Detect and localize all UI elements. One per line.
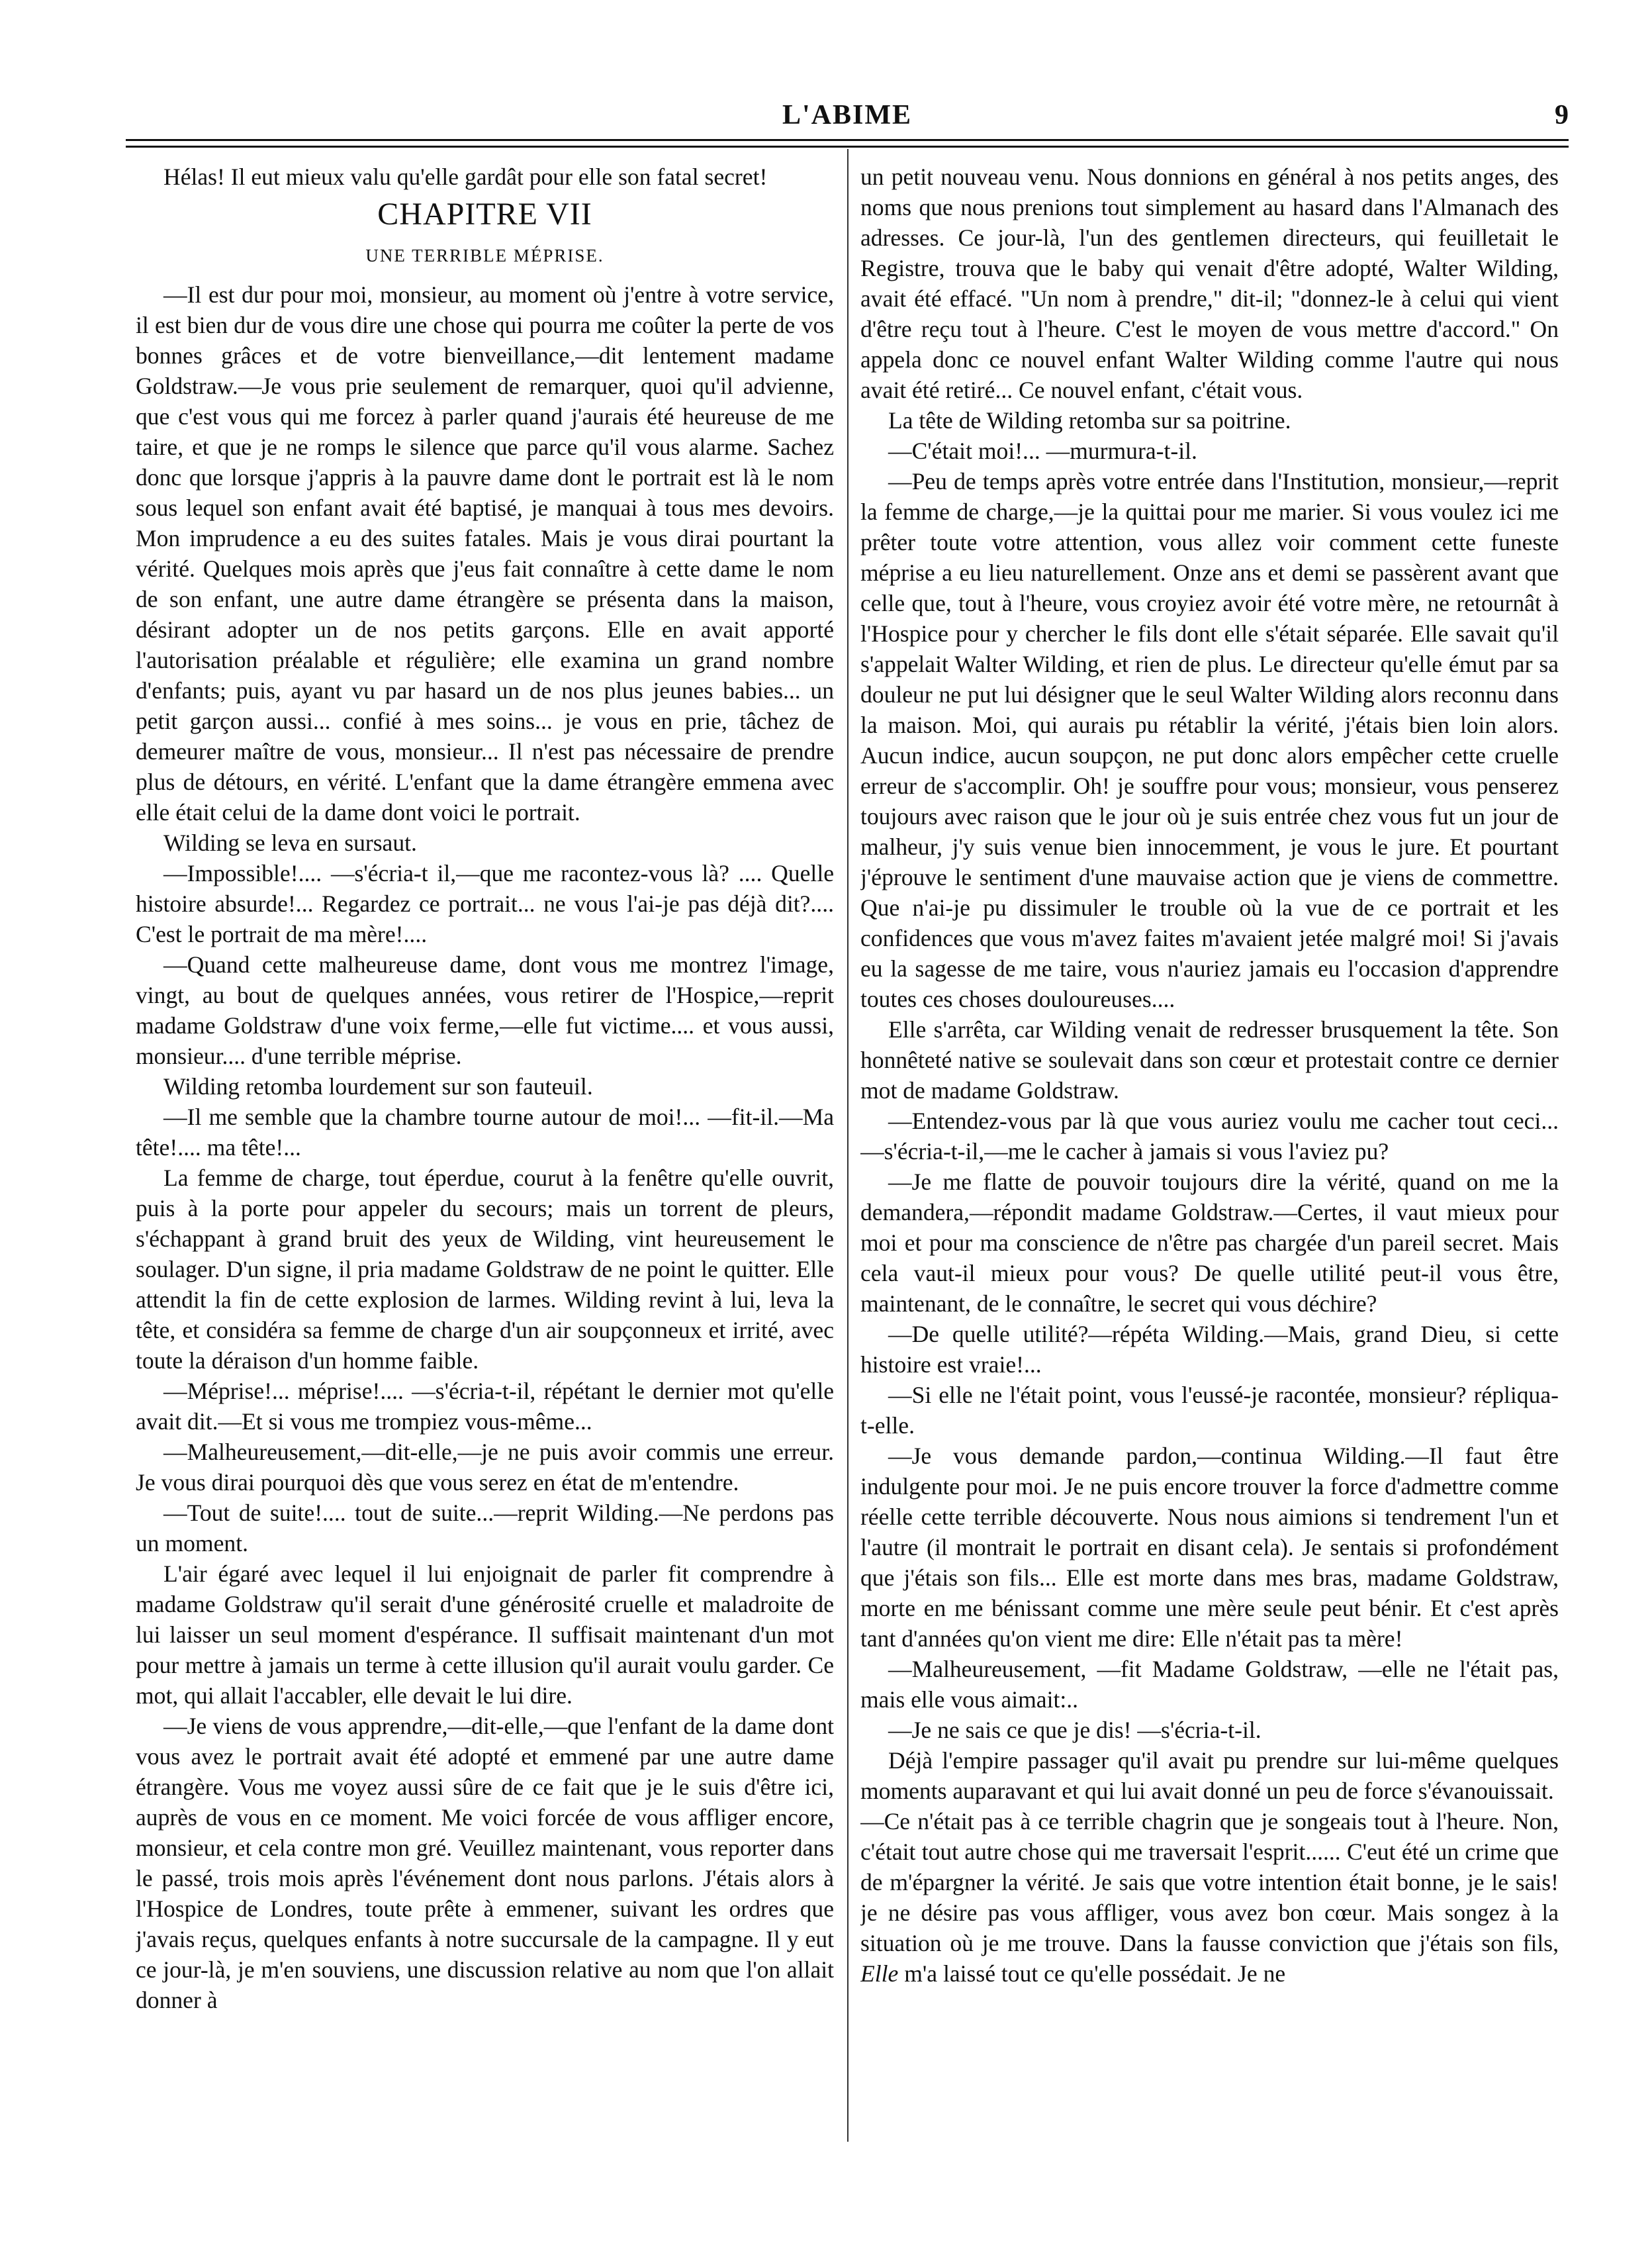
paragraph: —Malheureusement,—dit-elle,—je ne puis avoir commis une erreur. Je vous dirai pourquoi dès que vous serez en état de m'entendre. [136, 1439, 834, 1496]
page-number: 9 [1555, 100, 1569, 130]
header-rule-top [126, 139, 1569, 141]
paragraph: —C'était moi!... —murmura-t-il. [888, 438, 1197, 464]
paragraph: —Peu de temps après votre entrée dans l'Institution, monsieur,—reprit la femme de charge,—je la quittai pour me marier. Si vous voulez ici me prêter toute votre attention, vous allez voir comment cette funeste méprise a eu lieu naturellement. Onze ans et demi se passèrent avant que celle que, tout à l'heure, vous croyiez avoir été votre mère, ne retournât à l'Hospice pour y chercher le fils dont elle s'était séparée. Elle savait qu'il s'appelait Walter Wilding, et rien de plus. Le directeur qu'elle émut par sa douleur ne put lui désigner que le seul Walter Wilding alors reconnu dans la maison. Moi, qui aurais pu rétablir la vérité, j'étais bien loin alors. Aucun indice, aucun soupçon, ne put donc alors empêcher cette cruelle erreur de s'accomplir. Oh! je souffre pour vous; monsieur, vous penserez toujours avec raison que le jour où je suis entrée chez vous fut un jour de malheur, j'y suis venue bien innocemment, je vous le jure. Et pourtant j'éprouve le sentiment d'une mauvaise action que je viens de commettre. Que n'ai-je pu dissimuler le trouble où la vue de ce portrait et les confidences que vous m'avez faites m'avaient jetée malgré moi! Si j'avais eu la sagesse de me taire, vous n'auriez jamais eu l'occasion d'apprendre toutes ces choses douloureuses.... [860, 468, 1559, 1012]
paragraph: Wilding retomba lourdement sur son fauteuil. [163, 1073, 593, 1100]
paragraph: —De quelle utilité?—répéta Wilding.—Mais, grand Dieu, si cette histoire est vraie!... [860, 1321, 1559, 1378]
paragraph: L'air égaré avec lequel il lui enjoignait de parler fit comprendre à madame Goldstraw qu'il serait d'une générosité cruelle et maladroite de lui laisser un seul moment d'espérance. Il suffisait maintenant d'un mot pour mettre à jamais un terme à cette illusion qu'il aurait voulu garder. Ce mot, qui allait l'accabler, elle devait le lui dire. [136, 1560, 834, 1709]
page-header [126, 99, 1569, 139]
paragraph: La tête de Wilding retomba sur sa poitrine. [888, 407, 1291, 434]
paragraph: Wilding se leva en sursaut. [163, 830, 417, 856]
paragraph: —Quand cette malheureuse dame, dont vous me montrez l'image, vingt, au bout de quelques années, vous retirer de l'Hospice,—reprit madame Goldstraw d'une voix ferme,—elle fut victime.... et vous aussi, monsieur.... d'une terrible méprise. [136, 951, 834, 1069]
paragraph: —Je viens de vous apprendre,—dit-elle,—que l'enfant de la dame dont vous avez le portrait avait été adopté et emmené par une autre dame étrangère. Vous me voyez aussi sûre de ce fait que je le suis d'être ici, auprès de vous en ce moment. Me voici forcée de vous affliger encore, monsieur, et cela contre mon gré. Veuillez maintenant, vous reporter dans le passé, trois mois après l'événement dont nous parlons. J'étais alors à l'Hospice de Londres, toute prête à emmener, suivant les ordres que j'avais reçus, quelques enfants à notre succursale de la campagne. Il y eut ce jour-là, je m'en souviens, une discussion relative au nom que l'on allait donner à [136, 1713, 834, 2013]
paragraph: La femme de charge, tout éperdue, courut à la fenêtre qu'elle ouvrit, puis à la porte pour appeler du secours; mais un torrent de pleurs, s'échappant à grand bruit des yeux de Wilding, vint heureusement le soulager. D'un signe, il pria madame Goldstraw de ne point le quitter. Elle attendit la fin de cette explosion de larmes. Wilding revint à lui, leva la tête, et considéra sa femme de charge d'un air soupçonneux et irrité, avec toute la déraison d'un homme faible. [136, 1165, 834, 1374]
paragraph: —Je ne sais ce que je dis! —s'écria-t-il. [888, 1717, 1262, 1743]
paragraph: —Je vous demande pardon,—continua Wilding.—Il faut être indulgente pour moi. Je ne puis encore trouver la force d'admettre comme réelle cette terrible découverte. Nous nous aimions si tendrement l'un et l'autre (il montrait le portrait en disant cela). Je sentais si profondément que j'étais son fils... Elle est morte dans mes bras, madame Goldstraw, morte en me bénissant comme une mère seule peut bénir. Et c'est après tant d'années qu'on vient me dire: Elle n'était pas ta mère! [860, 1443, 1559, 1652]
paragraph: —Méprise!... méprise!.... —s'écria-t-il, répétant le dernier mot qu'elle avait dit.—Et si vous me trompiez vous-même... [136, 1378, 834, 1435]
paragraph: —Entendez-vous par là que vous auriez voulu me cacher tout ceci... —s'écria-t-il,—me le cacher à jamais si vous l'aviez pu? [860, 1108, 1559, 1165]
left-column [136, 162, 834, 2161]
paragraph: Déjà l'empire passager qu'il avait pu prendre sur lui-même quelques moments auparavant et qui lui avait donné un peu de force s'évanouissait. [860, 1747, 1559, 1804]
paragraph: —Il est dur pour moi, monsieur, au moment où j'entre à votre service, il est bien dur de vous dire une chose qui pourra me coûter la perte de vos bonnes grâces et de votre bienveillance,—dit lentement madame Goldstraw.—Je vous prie seulement de remarquer, quoi qu'il advienne, que c'est vous qui me forcez à parler quand j'aurais été heureuse de me taire, et que je ne romps le silence que parce qu'il vous alarme. Sachez donc que lorsque j'appris à la pauvre dame dont le portrait est là le nom sous lequel son enfant avait été baptisé, je manquai à tous mes devoirs. Mon imprudence a eu des suites fatales. Mais je vous dirai pourtant la vérité. Quelques mois après que j'eus fait connaître à cette dame le nom de son enfant, une autre dame étrangère se présenta dans la maison, désirant adopter un de nos petits garçons. Elle en avait apporté l'autorisation préalable et régulière; elle examina un grand nombre d'enfants; puis, ayant vu par hasard un de nos plus jeunes babies... un petit garçon aussi... confié à mes soins... je vous en prie, tâchez de demeurer maître de vous, monsieur... Il n'est pas nécessaire de prendre plus de détours, en vérité. L'enfant que la dame étrangère emmena avec elle était celui de la dame dont voici le portrait. [136, 281, 834, 826]
column-divider [847, 149, 849, 2142]
header-rule-bottom [126, 146, 1569, 148]
opening-paragraph: Hélas! Il eut mieux valu qu'elle gardât pour elle son fatal secret! [163, 164, 768, 190]
paragraph: Elle s'arrêta, car Wilding venait de redresser brusquement la tête. Son honnêteté native se soulevait dans son cœur et protestait contre ce dernier mot de madame Goldstraw. [860, 1016, 1559, 1104]
paragraph-text: —Ce n'était pas à ce terrible chagrin que je songeais tout à l'heure. Non, c'était tout autre chose qui me traversait l'esprit...... C'eut été un crime que de m'épargner la vérité. Je sais que votre intention était bonne, je le sais! je ne désire pas vous affliger, vous avez bon cœur. Mais songez à la situation où je me trouve. Dans la fausse conviction que j'étais son fils, [860, 1808, 1559, 1956]
running-title: L'ABIME [782, 100, 913, 130]
paragraph: —Tout de suite!.... tout de suite...—reprit Wilding.—Ne perdons pas un moment. [136, 1500, 834, 1556]
chapter-title: CHAPITRE VII [377, 197, 592, 232]
paragraph-text: m'a laissé tout ce qu'elle possédait. Je ne [898, 1960, 1286, 1987]
paragraph: —Si elle ne l'était point, vous l'eussé-je racontée, monsieur? répliqua-t-elle. [860, 1382, 1559, 1439]
paragraph [860, 1806, 1559, 1989]
paragraph: —Je me flatte de pouvoir toujours dire la vérité, quand on me la demandera,—répondit madame Goldstraw.—Certes, il vaut mieux pour moi et pour ma conscience de n'être pas chargée d'un pareil secret. Mais cela vaut-il mieux pour vous? De quelle utilité peut-il vous être, maintenant, de le connaître, le secret qui vous déchire? [860, 1169, 1559, 1317]
emphasis-text: Elle [860, 1960, 899, 1987]
paragraph: —Impossible!.... —s'écria-t il,—que me racontez-vous là? .... Quelle histoire absurde!... Regardez ce portrait... ne vous l'ai-je pas déjà dit?.... C'est le portrait de ma mère!.... [136, 860, 834, 947]
right-column [860, 162, 1559, 2161]
paragraph: —Malheureusement, —fit Madame Goldstraw, —elle ne l'était pas, mais elle vous aimait:.. [860, 1656, 1559, 1713]
chapter-subtitle: UNE TERRIBLE MÉPRISE. [365, 246, 604, 265]
paragraph: un petit nouveau venu. Nous donnions en général à nos petits anges, des noms que nous prenions tout simplement au hasard dans l'Almanach des adresses. Ce jour-là, l'un des gentlemen directeurs, qui feuilletait le Registre, trouva que le baby qui venait d'être adopté, Walter Wilding, avait été effacé. "Un nom à prendre," dit-il; "donnez-le à celui qui vient d'être reçu tout à l'heure. C'est le moyen de vous mettre d'accord." On appela donc ce nouvel enfant Walter Wilding comme l'autre qui nous avait été retiré... Ce nouvel enfant, c'était vous. [860, 164, 1559, 403]
paragraph: —Il me semble que la chambre tourne autour de moi!... —fit-il.—Ma tête!.... ma tête!... [136, 1104, 834, 1161]
